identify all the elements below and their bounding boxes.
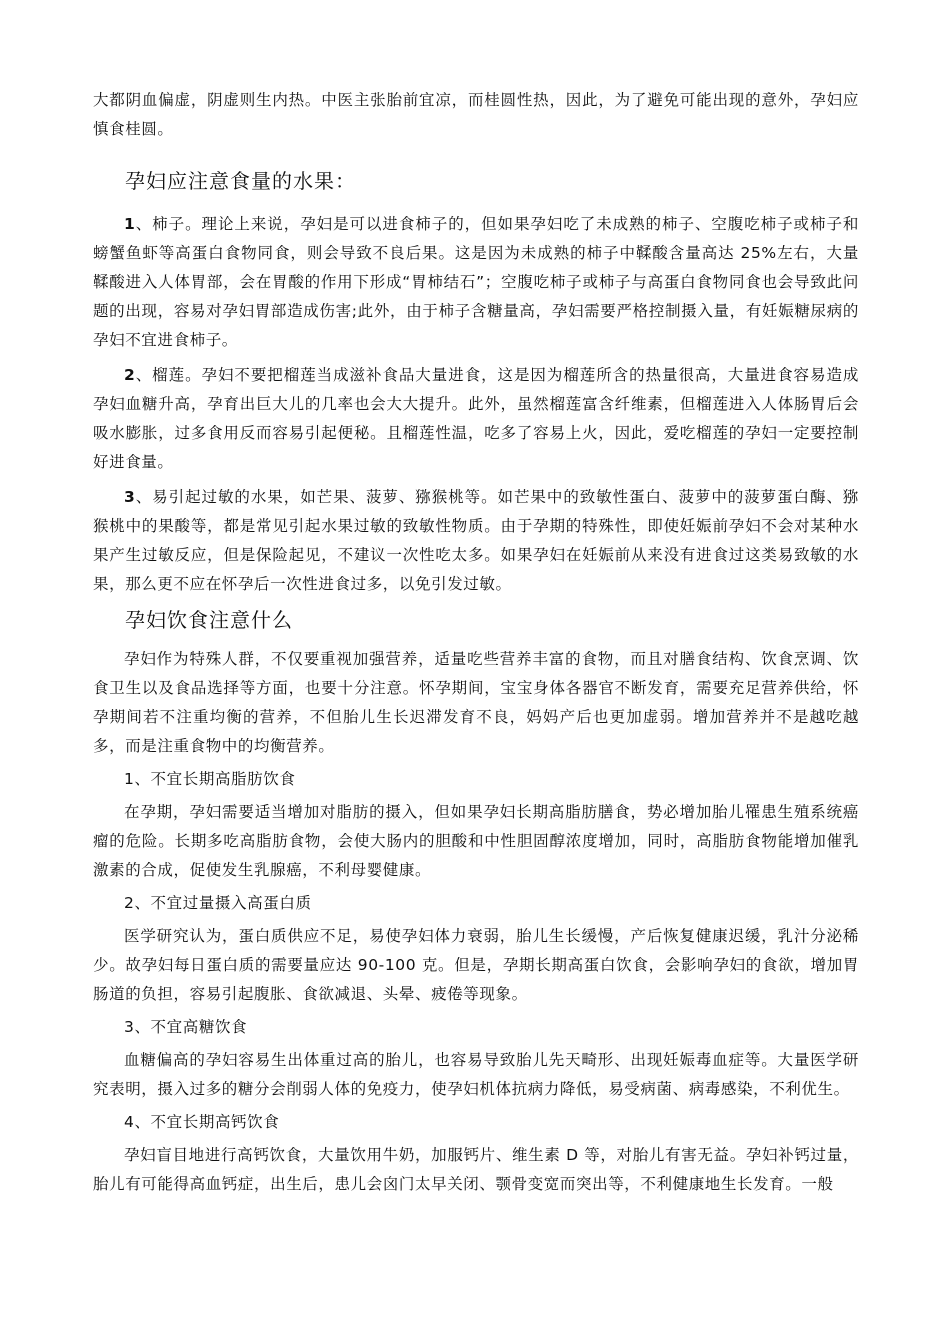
- section-heading-diet: 孕妇饮食注意什么: [125, 608, 293, 632]
- item-text: 、榴莲。孕妇不要把榴莲当成滋补食品大量进食，这是因为榴莲所含的热量很高，大量进食容易造成孕妇血糖升高，孕育出巨大儿的几率也会大大提升。此外，虽然榴莲富含纤维素，但榴莲进入人体肠胃后会吸水膨胀，过多食用反而容易引起便秘。且榴莲性温，吃多了容易上火，因此，爱吃榴莲的孕妇一定要控制好进食量。: [93, 366, 859, 471]
- item-number: 1: [124, 215, 136, 233]
- diet-intro-paragraph: 孕妇作为特殊人群，不仅要重视加强营养，适量吃些营养丰富的食物，而且对膳食结构、饮食烹调、饮食卫生以及食品选择等方面，也要十分注意。怀孕期间，宝宝身体各器官不断发育，需要充足营养供给，怀孕期间若不注重均衡的营养，不但胎儿生长迟滞发育不良，妈妈产后也更加虚弱。增加营养并不是越吃越多，而是注重食物中的均衡营养。: [93, 650, 859, 755]
- subsection-body-4: 孕妇盲目地进行高钙饮食，大量饮用牛奶，加服钙片、维生素 D 等，对胎儿有害无益。孕妇补钙过量，胎儿有可能得高血钙症，出生后，患儿会囟门太早关闭、颚骨变宽而突出等，不利健康地生长发育。一般: [93, 1146, 859, 1193]
- intro-paragraph: 大都阴血偏虚，阴虚则生内热。中医主张胎前宜凉，而桂圆性热，因此，为了避免可能出现的意外，孕妇应慎食桂圆。: [93, 91, 859, 138]
- section-heading-fruits: 孕妇应注意食量的水果：: [125, 169, 356, 193]
- item-text: 、柿子。理论上来说，孕妇是可以进食柿子的，但如果孕妇吃了未成熟的柿子、空腹吃柿子或柿子和螃蟹鱼虾等高蛋白食物同食，则会导致不良后果。这是因为未成熟的柿子中鞣酸含量高达 25%左右，大量鞣酸进入人体胃部，会在胃酸的作用下形成“胃柿结石”；空腹吃柿子或柿子与高蛋白食物同食也会导致此问题的出现，容易对孕妇胃部造成伤害;此外，由于柿子含糖量高，孕妇需要严格控制摄入量，有妊娠糖尿病的孕妇不宜进食柿子。: [93, 215, 859, 349]
- subsection-title-1: 1、不宜长期高脂肪饮食: [124, 770, 296, 788]
- subsection-title-3: 3、不宜高糖饮食: [124, 1018, 248, 1036]
- fruit-item-1: [93, 210, 859, 355]
- item-text: 、易引起过敏的水果，如芒果、菠萝、猕猴桃等。如芒果中的致敏性蛋白、菠萝中的菠萝蛋白酶、猕猴桃中的果酸等，都是常见引起水果过敏的致敏性物质。由于孕期的特殊性，即使妊娠前孕妇不会对某种水果产生过敏反应，但是保险起见，不建议一次性吃太多。如果孕妇在妊娠前从来没有进食过这类易致敏的水果，那么更不应在怀孕后一次性进食过多，以免引发过敏。: [93, 488, 859, 593]
- item-number: 3: [124, 488, 136, 506]
- subsection-body-2: 医学研究认为，蛋白质供应不足，易使孕妇体力衰弱，胎儿生长缓慢，产后恢复健康迟缓，乳汁分泌稀少。故孕妇每日蛋白质的需要量应达 90-100 克。但是，孕期长期高蛋白饮食，会影响孕妇的食欲，增加胃肠道的负担，容易引起腹胀、食欲减退、头晕、疲倦等现象。: [93, 927, 859, 1003]
- subsection-body-1: 在孕期，孕妇需要适当增加对脂肪的摄入，但如果孕妇长期高脂肪膳食，势必增加胎儿罹患生殖系统癌瘤的危险。长期多吃高脂肪食物，会使大肠内的胆酸和中性胆固醇浓度增加，同时，高脂肪食物能增加催乳激素的合成，促使发生乳腺癌，不利母婴健康。: [93, 803, 859, 879]
- fruit-item-2: [93, 361, 859, 477]
- subsection-body-3: 血糖偏高的孕妇容易生出体重过高的胎儿，也容易导致胎儿先天畸形、出现妊娠毒血症等。大量医学研究表明，摄入过多的糖分会削弱人体的免疫力，使孕妇机体抗病力降低，易受病菌、病毒感染，不利优生。: [93, 1051, 859, 1098]
- fruit-item-3: [93, 483, 859, 599]
- subsection-title-2: 2、不宜过量摄入高蛋白质: [124, 894, 312, 912]
- item-number: 2: [124, 366, 136, 384]
- document-page: [93, 86, 859, 1199]
- subsection-title-4: 4、不宜长期高钙饮食: [124, 1113, 280, 1131]
